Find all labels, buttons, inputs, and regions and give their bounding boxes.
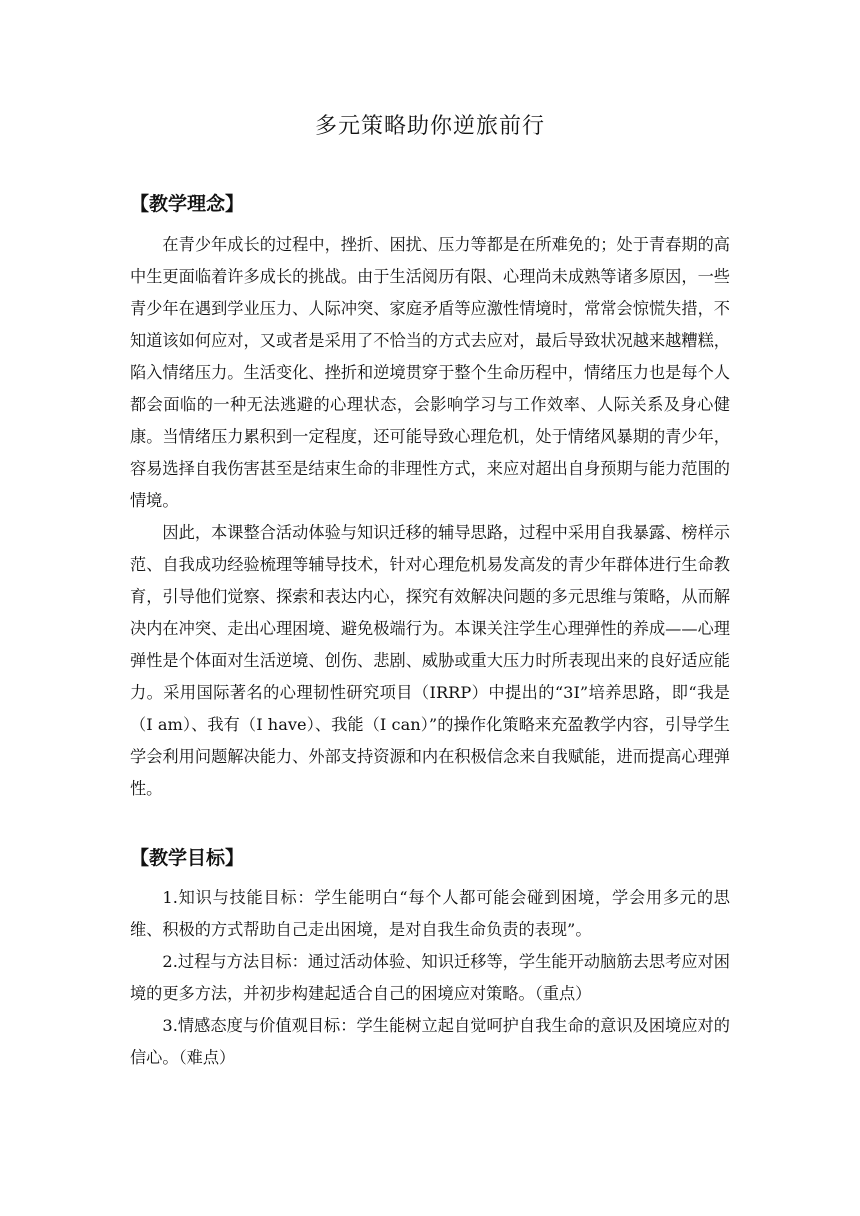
- section-heading-teaching-philosophy: 【教学理念】: [130, 193, 245, 215]
- teaching-goals-list: [130, 882, 730, 1074]
- goal-item-knowledge-skills: 1.知识与技能目标：学生能明白“每个人都可能会碰到困境，学会用多元的思维、积极的方式帮助自己走出困境，是对自我生命负责的表现”。: [130, 888, 730, 939]
- goal-item-emotion-values: 3.情感态度与价值观目标：学生能树立起自觉呵护自我生命的意识及困境应对的信心。（难点）: [130, 1016, 730, 1067]
- teaching-philosophy-body: [130, 229, 730, 805]
- document-title: 多元策略助你逆旅前行: [314, 114, 545, 139]
- goal-item-process-methods: 2.过程与方法目标：通过活动体验、知识迁移等，学生能开动脑筋去思考应对困境的更多方法，并初步构建起适合自己的困境应对策略。（重点）: [130, 952, 730, 1003]
- section-heading-teaching-goals: 【教学目标】: [130, 847, 245, 869]
- philosophy-paragraph-1: 在青少年成长的过程中，挫折、困扰、压力等都是在所难免的；处于青春期的高中生更面临着许多成长的挑战。由于生活阅历有限、心理尚未成熟等诸多原因，一些青少年在遇到学业压力、人际冲突、家庭矛盾等应激性情境时，常常会惊慌失措，不知道该如何应对，又或者是采用了不恰当的方式去应对，最后导致状况越来越糟糕，陷入情绪压力。生活变化、挫折和逆境贯穿于整个生命历程中，情绪压力也是每个人都会面临的一种无法逃避的心理状态，会影响学习与工作效率、人际关系及身心健康。当情绪压力累积到一定程度，还可能导致心理危机，处于情绪风暴期的青少年，容易选择自我伤害甚至是结束生命的非理性方式，来应对超出自身预期与能力范围的情境。: [130, 235, 730, 510]
- philosophy-paragraph-2: 因此，本课整合活动体验与知识迁移的辅导思路，过程中采用自我暴露、榜样示范、自我成功经验梳理等辅导技术，针对心理危机易发高发的青少年群体进行生命教育，引导他们觉察、探索和表达内心，探究有效解决问题的多元思维与策略，从而解决内在冲突、走出心理困境、避免极端行为。本课关注学生心理弹性的养成——心理弹性是个体面对生活逆境、创伤、悲剧、威胁或重大压力时所表现出来的良好适应能力。采用国际著名的心理韧性研究项目（IRRP）中提出的“3I”培养思路，即“我是（I am）、我有（I have）、我能（I can）”的操作化策略来充盈教学内容，引导学生学会利用问题解决能力、外部支持资源和内在积极信念来自我赋能，进而提高心理弹性。: [130, 523, 730, 798]
